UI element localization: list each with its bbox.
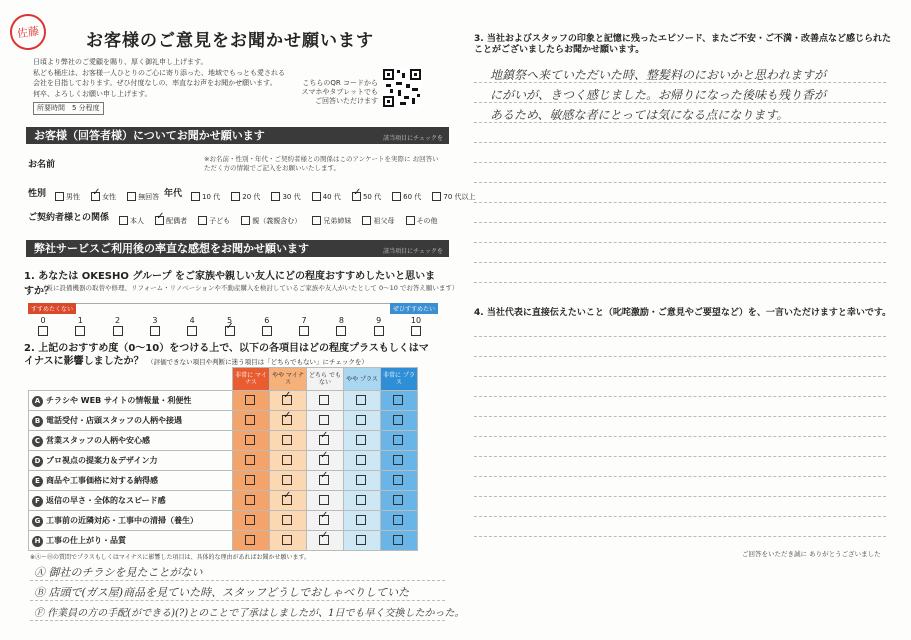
option-label: その他 [416,216,438,225]
relation-option[interactable] [155,216,187,226]
scale-high-label: ぜひすすめたい [390,303,438,314]
option-label: 70 代以上 [443,192,476,201]
checkbox[interactable] [356,435,366,445]
age-option[interactable] [352,192,381,202]
checkbox[interactable] [75,326,85,336]
rating-cell[interactable] [307,491,344,511]
question-3: 3. 当社およびスタッフの印象と記憶に残ったエピソード、またご不安・ご不満・改善点など感じられたことがございましたらお聞かせ願います。 [474,34,892,55]
score-label: 1 [77,316,83,325]
option-label: 30 代 [282,192,301,201]
item-key-badge: G [32,516,43,527]
q3-answer-line: あるため、敏感な者にとっては気になる点になります。 [490,108,789,122]
score-option[interactable] [223,316,237,336]
rating-cell[interactable] [344,451,381,471]
option-label: 40 代 [322,192,341,201]
checkbox[interactable] [356,475,366,485]
rating-cell[interactable] [270,511,307,531]
score-option[interactable] [111,316,125,336]
rating-cell[interactable] [270,531,307,551]
checkbox-checked[interactable] [155,216,164,225]
option-label: 10 代 [202,192,221,201]
checkbox[interactable] [282,535,292,545]
checkbox[interactable] [432,192,441,201]
q3-answer-line: にがいが、きつく感じました。お帰りになった後味も残り香が [490,88,827,102]
section-note: 該当項目にチェックを [383,135,443,142]
option-label: 女性 [102,192,117,201]
gender-option[interactable] [55,192,80,202]
checkbox[interactable] [245,515,255,525]
score-label: 5 [226,316,233,325]
section-title: お客様（回答者様）についてお聞かせ願います [34,129,265,142]
checkbox[interactable] [198,216,207,225]
recommend-scale [28,303,438,334]
checkbox[interactable] [319,395,329,405]
score-label: 4 [189,316,195,325]
checkbox[interactable] [299,326,309,336]
item-key-badge: F [32,496,43,507]
name-note: ※お名前・性別・年代・ご契約者様との関係はこのアンケートを実際に お回答いただく方の情報でご記入をお願いいたします。 [204,155,439,172]
checkbox[interactable] [319,495,329,505]
question-2 [24,342,434,369]
checkbox[interactable] [231,192,240,201]
score-option[interactable] [409,316,423,336]
rating-cell[interactable] [270,431,307,451]
option-label: 親（義親含む） [252,216,302,225]
thanks-note: ご回答をいただき誠に ありがとうございました [742,550,881,558]
age-options [191,186,482,205]
gender-option[interactable] [127,192,159,202]
score-option[interactable] [334,316,348,336]
answer-rule-line [474,102,886,103]
relation-option[interactable] [406,216,438,226]
checkbox[interactable] [113,326,123,336]
rating-cell[interactable] [344,411,381,431]
checkbox-checked[interactable] [91,192,100,201]
item-label: 返信の早さ・全体的なスピード感 [46,495,166,505]
checkbox[interactable] [411,326,421,336]
section-title: 弊社サービスご利用後の率直な感想をお聞かせ願います [34,242,309,255]
score-option[interactable] [148,316,162,336]
checkbox-checked[interactable] [319,475,329,485]
checkbox[interactable] [362,216,371,225]
divider [30,600,445,601]
score-label: 7 [301,316,307,325]
checkbox-checked[interactable] [282,415,292,425]
score-label: 8 [338,316,344,325]
option-label: 60 代 [403,192,422,201]
age-option[interactable] [191,192,220,202]
rating-cell[interactable] [381,511,418,531]
checkbox[interactable] [245,475,255,485]
reason-line-b: Ⓑ 店頭で(ガス屋)商品を見ていた時、スタッフどうしでおしゃべりしていた [34,586,410,599]
checkbox[interactable] [245,455,255,465]
answer-rule-line [474,82,886,83]
score-label: 6 [264,316,270,325]
rating-cell[interactable] [233,531,270,551]
rating-cell[interactable] [381,451,418,471]
answer-rule-line [474,376,886,377]
answer-rule-line [474,202,886,203]
question-2-text: 2. 上記のおすすめ度（0〜10）をつける上で、以下の各項目はどの程度プラスもしくはマイナスに影響しましたか？ [24,343,429,367]
option-label: 本人 [130,216,144,225]
name-seal-stamp [8,12,49,53]
answer-rule-line [474,536,886,537]
option-label: 子ども [209,216,231,225]
rating-cell[interactable] [344,391,381,411]
item-key-badge: E [32,476,43,487]
relation-options [119,210,444,229]
rating-cell[interactable] [344,511,381,531]
checkbox[interactable] [282,515,292,525]
intro-line: 私ども桶庄は、お客様一人ひとりのご心に寄り添った、地域でもっとも愛される [33,68,285,77]
score-label: 9 [376,316,382,325]
checkbox[interactable] [245,535,255,545]
column-header: 非常に プラス [381,368,418,391]
impact-table [28,367,418,551]
answer-rule-line [474,122,886,123]
checkbox[interactable] [356,535,366,545]
relation-label: ご契約者様との関係 [28,213,110,223]
item-label-cell [29,451,233,471]
item-label-cell [29,471,233,491]
item-label-cell [29,431,233,451]
checkbox[interactable] [38,326,48,336]
divider [30,620,445,621]
qr-code-icon[interactable] [382,68,422,108]
rating-cell[interactable] [233,451,270,471]
checkbox-checked[interactable] [225,326,235,336]
checkbox[interactable] [150,326,160,336]
checkbox[interactable] [393,515,403,525]
checkbox[interactable] [262,326,272,336]
score-option[interactable] [297,316,311,336]
item-key-badge: A [32,396,43,407]
checkbox[interactable] [55,192,64,201]
item-label: 営業スタッフの人柄や安心感 [46,435,150,445]
table-corner [29,368,233,391]
reason-footnote: ※Ⓐ〜Ⓗの質問でプラスもしくはマイナスに影響した項目は、具体的な理由があればお聞かせ願います。 [30,554,311,561]
question-1-note: （仮に設備機器の取替や修理、リフォーム・リノベーションや不動産購入を検討しているご家族や友人がいたとして 0〜10 でお答え願います） [40,284,459,292]
checkbox[interactable] [356,515,366,525]
item-label-cell [29,411,233,431]
checkbox[interactable] [393,435,403,445]
checkbox[interactable] [282,475,292,485]
option-label: 50 代 [362,192,382,201]
option-label: 男性 [66,192,80,201]
option-label: 配偶者 [166,216,188,225]
checkbox[interactable] [312,216,321,225]
score-option[interactable] [260,316,274,336]
answer-rule-line [474,416,886,417]
score-option[interactable] [36,316,50,336]
checkbox[interactable] [282,455,292,465]
item-label: 工事前の近隣対応・工事中の清掃（養生） [46,515,198,525]
table-row [29,451,418,471]
checkbox[interactable] [271,192,280,201]
table-row [29,491,418,511]
option-label: 祖父母 [373,216,395,225]
age-option[interactable] [312,192,341,202]
answer-rule-line [474,336,886,337]
checkbox-checked[interactable] [282,395,292,405]
gender-options [55,186,165,205]
time-required-badge: 所要時間 5 分程度 [33,102,104,115]
item-key-badge: B [32,416,43,427]
rating-cell[interactable] [270,411,307,431]
table-row [29,411,418,431]
q3-answer-line: 地鎮祭へ来ていただいた時、整髪料のにおいかと思われますが [490,68,827,82]
answer-rule-line [474,476,886,477]
checkbox[interactable] [393,535,403,545]
rating-cell[interactable] [381,471,418,491]
checkbox-checked[interactable] [352,192,361,201]
checkbox[interactable] [245,415,255,425]
rating-cell[interactable] [307,531,344,551]
checkbox[interactable] [319,415,329,425]
answer-rule-line [474,496,886,497]
relation-option[interactable] [312,216,351,226]
checkbox[interactable] [245,435,255,445]
rating-cell[interactable] [270,391,307,411]
age-option[interactable] [392,192,421,202]
answer-rule-line [474,242,886,243]
checkbox[interactable] [356,495,366,505]
score-option[interactable] [185,316,199,336]
item-label-cell [29,511,233,531]
option-label: 兄弟姉妹 [323,216,352,225]
age-label: 年代 [164,189,183,199]
item-label: 工事の仕上がり・品質 [46,535,126,545]
checkbox[interactable] [282,435,292,445]
checkbox[interactable] [312,192,321,201]
item-label-cell [29,531,233,551]
rating-cell[interactable] [344,531,381,551]
checkbox[interactable] [119,216,128,225]
rating-cell[interactable] [270,471,307,491]
checkbox[interactable] [393,415,403,425]
item-label-cell [29,491,233,511]
question-4: 4. 当社代表に直接伝えたいこと（叱咤激励・ご意見やご要望など）を、一言いただけますと幸いです。 [474,308,892,318]
checkbox[interactable] [336,326,346,336]
checkbox[interactable] [393,495,403,505]
rating-cell[interactable] [307,411,344,431]
rating-cell[interactable] [381,531,418,551]
qr-caption: こちらのQR コードから スマホやタブレットでも ご回答いただけます [301,79,378,105]
customer-section-header [26,127,449,144]
reason-line-a: Ⓐ 御社のチラシを見たことがない [34,566,203,579]
question-1: 1. あなたは OKESHO グループ をご家族や親しい友人にどの程度おすすめしたいと思いますか？ [24,271,436,297]
option-label: 無回答 [138,192,160,201]
scale-low-label: すすめたくない [28,303,76,314]
rating-cell[interactable] [270,451,307,471]
checkbox[interactable] [393,455,403,465]
checkbox[interactable] [191,192,200,201]
rating-cell[interactable] [270,491,307,511]
item-label: プロ視点の提案力＆デザイン力 [46,455,158,465]
rating-cell[interactable] [381,411,418,431]
relation-option[interactable] [362,216,394,226]
answer-rule-line [474,162,886,163]
checkbox[interactable] [356,455,366,465]
age-option[interactable] [432,192,475,202]
column-header: やや プラス [344,368,381,391]
rating-cell[interactable] [344,431,381,451]
checkbox[interactable] [406,216,415,225]
score-option[interactable] [73,316,87,336]
checkbox[interactable] [356,395,366,405]
item-key-badge: C [32,436,43,447]
table-row [29,431,418,451]
gender-label: 性別 [28,189,47,199]
checkbox[interactable] [187,326,197,336]
name-label: お名前 [28,160,56,170]
divider [30,580,445,581]
rating-cell[interactable] [307,451,344,471]
section-note: 該当項目にチェックを [383,248,443,255]
column-header: やや マイナス [270,368,307,391]
item-key-badge: D [32,456,43,467]
table-row [29,471,418,491]
checkbox[interactable] [356,415,366,425]
score-label: 10 [410,316,422,325]
rating-cell[interactable] [307,511,344,531]
table-row [29,511,418,531]
table-row [29,391,418,411]
intro-line: 日頃より弊社のご愛顧を賜り、厚く御礼申し上げます。 [33,58,208,66]
answer-rule-line [474,456,886,457]
option-label: 20 代 [242,192,261,201]
score-label: 3 [152,316,158,325]
gender-option[interactable] [91,192,116,202]
checkbox-checked[interactable] [319,455,329,465]
rating-cell[interactable] [381,491,418,511]
checkbox[interactable] [245,495,255,505]
rating-cell[interactable] [233,411,270,431]
age-option[interactable] [271,192,300,202]
answer-rule-line [474,516,886,517]
rating-cell[interactable] [344,471,381,491]
intro-line: 何卒、よろしくお願い申し上げます。 [33,89,152,98]
checkbox[interactable] [393,395,403,405]
service-section-header [26,240,449,257]
rating-cell[interactable] [381,391,418,411]
answer-rule-line [474,182,886,183]
rating-cell[interactable] [381,431,418,451]
checkbox[interactable] [127,192,136,201]
score-label: 0 [40,316,46,325]
checkbox-checked[interactable] [319,535,329,545]
checkbox[interactable] [393,475,403,485]
rating-cell[interactable] [233,391,270,411]
answer-rule-line [474,436,886,437]
score-label: 2 [115,316,121,325]
question-2-note: （評価できない項目や判断に迷う項目は「どちらでもない」にチェックを） [147,358,368,366]
rating-cell[interactable] [307,391,344,411]
answer-rule-line [474,356,886,357]
checkbox[interactable] [392,192,401,201]
answer-rule-line [474,396,886,397]
intro-line: 会社を目指しております。ぜひ付度なしの、率直なお声をお聞かせ願います。 [33,79,277,87]
column-header: どちら でもない [307,368,344,391]
checkbox[interactable] [374,326,384,336]
rating-cell[interactable] [307,471,344,491]
page-title: お客様のご意見をお聞かせ願います [86,31,374,51]
rating-cell[interactable] [307,431,344,451]
item-key-badge: H [32,536,43,547]
rating-cell[interactable] [233,431,270,451]
table-row [29,531,418,551]
age-option[interactable] [231,192,260,202]
column-header: 非常に マイナス [233,368,270,391]
relation-option[interactable] [198,216,230,226]
item-label: チラシや WEB サイトの情報量・利便性 [46,395,192,405]
reason-line-f: Ⓕ 作業員の方の手配(ができる)(?)とのことで了承はしましたが、1日でも早く交換したかった。 [34,608,465,619]
rating-cell[interactable] [344,491,381,511]
relation-option[interactable] [241,216,301,226]
answer-rule-line [474,142,886,143]
table-header-row [29,368,418,391]
item-label: 電話受付・店頭スタッフの人柄や接遇 [46,415,182,425]
checkbox[interactable] [245,395,255,405]
answer-rule-line [474,282,886,283]
item-label: 商品や工事価格に対する納得感 [46,475,158,485]
rating-cell[interactable] [233,511,270,531]
score-option[interactable] [372,316,386,336]
answer-rule-line [474,222,886,223]
checkbox[interactable] [241,216,250,225]
item-label-cell [29,391,233,411]
stamp-text: 佐藤 [16,24,40,40]
intro-text [33,57,303,115]
relation-option[interactable] [119,216,144,226]
checkbox-checked[interactable] [319,435,329,445]
checkbox-checked[interactable] [282,495,292,505]
rating-cell[interactable] [233,471,270,491]
rating-cell[interactable] [233,491,270,511]
answer-rule-line [474,262,886,263]
checkbox-checked[interactable] [319,515,329,525]
